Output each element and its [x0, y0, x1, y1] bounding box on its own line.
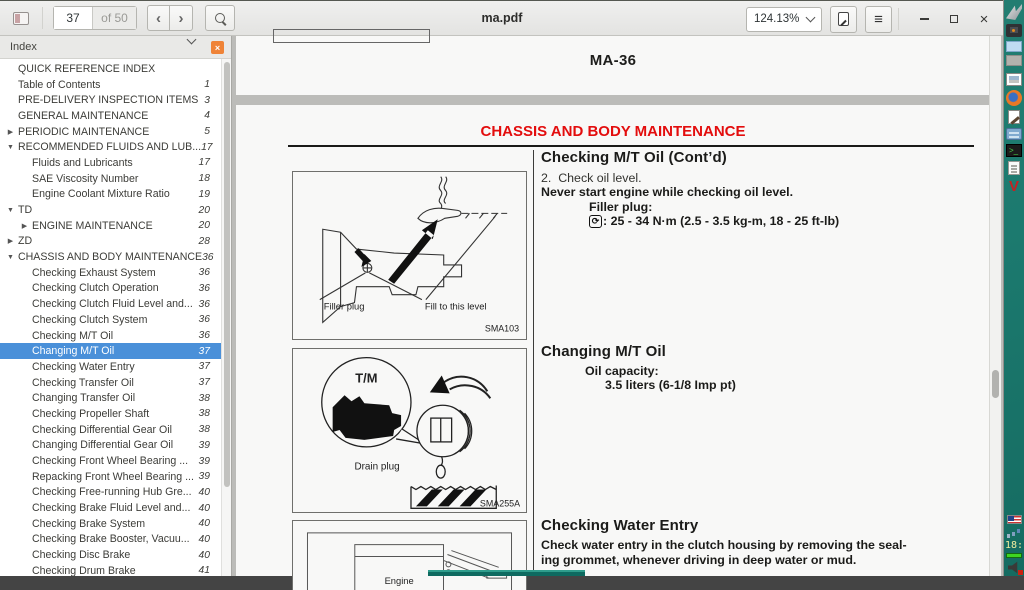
- body-text-line: ing grommet, whenever driving in deep water or mud.: [541, 553, 857, 567]
- close-icon: ×: [979, 10, 989, 28]
- sidebar-item-label: Checking Differential Gear Oil: [32, 423, 172, 436]
- sidebar-item[interactable]: [0, 139, 221, 155]
- sidebar-item-page: 28: [198, 235, 210, 247]
- sidebar-item[interactable]: [0, 453, 221, 469]
- chevron-left-icon: ‹: [156, 9, 161, 27]
- figure1-id: SMA103: [484, 323, 520, 334]
- sidebar-item[interactable]: [0, 265, 221, 281]
- sidebar-item[interactable]: [0, 312, 221, 328]
- torque-icon: ⟳: [589, 215, 602, 228]
- network-signal-icon: [1007, 528, 1021, 538]
- expander-icon[interactable]: ▶: [21, 222, 28, 230]
- spec-label: Filler plug:: [589, 200, 653, 214]
- search-button[interactable]: [205, 5, 235, 31]
- section-heading-changing-mt-oil: Changing M/T Oil: [541, 343, 666, 360]
- sidebar-item[interactable]: [0, 328, 221, 344]
- header-bar: [0, 0, 1003, 36]
- sidebar-item-label: CHASSIS AND BODY MAINTENANCE: [18, 251, 203, 264]
- sidebar-item-page: 20: [198, 204, 210, 216]
- minimize-icon: [920, 18, 929, 20]
- sidebar-item-page: 36: [202, 251, 214, 263]
- maximize-icon: [950, 15, 958, 23]
- sidebar-item-label: Changing Differential Gear Oil: [32, 439, 174, 452]
- expander-icon[interactable]: ▶: [7, 238, 14, 246]
- clock: 18:: [1004, 540, 1024, 551]
- hamburger-icon: ≡: [874, 10, 883, 28]
- sidebar-item-page: 36: [198, 298, 210, 310]
- sidebar-item-label: ENGINE MAINTENANCE: [32, 219, 153, 232]
- chevron-right-icon: ›: [178, 9, 184, 27]
- sidebar-item[interactable]: [0, 375, 221, 391]
- sidebar-item-page: 17: [198, 157, 210, 169]
- page-nav-buttons: [147, 5, 193, 31]
- sidebar-item-page: 39: [198, 439, 210, 451]
- sidebar-item-label: PERIODIC MAINTENANCE: [18, 125, 150, 138]
- sidebar-item-page: 18: [198, 173, 210, 185]
- sidebar-item[interactable]: [0, 92, 221, 108]
- sidebar-item[interactable]: [0, 532, 221, 548]
- sidebar-item[interactable]: [0, 359, 221, 375]
- sidebar-item[interactable]: [0, 77, 221, 93]
- sidebar-item-label: PRE-DELIVERY INSPECTION ITEMS: [18, 94, 199, 107]
- current-page: [236, 105, 990, 587]
- sidebar-scrollbar-thumb[interactable]: [224, 62, 230, 487]
- sidebar-item[interactable]: [0, 187, 221, 203]
- sidebar-item-label: Fluids and Lubricants: [32, 156, 133, 169]
- sidebar-item-page: 38: [198, 408, 210, 420]
- window-preview-icon[interactable]: [1006, 55, 1022, 66]
- sidebar-item-page: 38: [198, 424, 210, 436]
- sidebar-item-page: 36: [198, 267, 210, 279]
- sidebar-item[interactable]: [0, 438, 221, 454]
- mute-indicator: [1018, 570, 1023, 575]
- sidebar-item-page: 40: [198, 502, 210, 514]
- sidebar-toggle-button[interactable]: [6, 5, 36, 31]
- index-tree: [0, 59, 221, 576]
- sidebar-item-page: 40: [198, 533, 210, 545]
- keyboard-layout-flag-icon[interactable]: [1007, 515, 1022, 524]
- sidebar-item-page: 37: [198, 377, 210, 389]
- zoom-level-dropdown[interactable]: [746, 7, 822, 32]
- previous-page-button[interactable]: [147, 5, 170, 31]
- sidebar-item[interactable]: [0, 218, 221, 234]
- window-preview-icon[interactable]: [1006, 41, 1022, 52]
- sidebar-item-label: Checking Transfer Oil: [32, 376, 134, 389]
- sidebar-item-label: ZD: [18, 235, 33, 248]
- sidebar-item-page: 39: [198, 455, 210, 467]
- sidebar-item[interactable]: [0, 516, 221, 532]
- page-number-input[interactable]: [54, 7, 92, 29]
- sidebar-item-label: RECOMMENDED FLUIDS AND LUB...: [18, 141, 202, 154]
- oil-capacity-value: 3.5 liters (6-1/8 Imp pt): [605, 378, 736, 392]
- figure-filler-plug: [292, 171, 527, 340]
- sidebar-item-label: QUICK REFERENCE INDEX: [18, 62, 156, 75]
- title-rule: [288, 145, 974, 147]
- screen-lock-icon[interactable]: [1006, 24, 1022, 37]
- sidebar-item[interactable]: [0, 406, 221, 422]
- maximize-button[interactable]: [943, 6, 965, 33]
- figure2-label: Drain plug: [354, 461, 400, 473]
- sidebar-item[interactable]: [0, 124, 221, 140]
- sidebar-item-page: 36: [198, 282, 210, 294]
- step-text: 2. Check oil level.: [541, 171, 642, 185]
- v-launcher-icon[interactable]: V: [1008, 178, 1019, 195]
- sidebar-item-label: Checking Free-running Hub Gre...: [32, 486, 192, 499]
- page-total-label: of 50: [92, 7, 136, 29]
- toolbar-separator: [898, 8, 899, 30]
- sidebar-item-label: Changing Transfer Oil: [32, 392, 136, 405]
- sidebar-item-page: 36: [198, 330, 210, 342]
- sidebar-item-page: 36: [198, 314, 210, 326]
- sidebar-scrollbar[interactable]: [221, 59, 231, 576]
- figure1-label-left: Filler plug: [323, 300, 365, 312]
- sidebar-item-label: Checking Brake Booster, Vacuu...: [32, 533, 190, 546]
- sidebar-item[interactable]: [0, 155, 221, 171]
- sidebar-item-page: 4: [204, 110, 210, 122]
- menu-button[interactable]: [865, 6, 892, 33]
- sidebar-item[interactable]: [0, 202, 221, 218]
- next-page-button[interactable]: [170, 5, 193, 31]
- sidebar-item[interactable]: [0, 61, 221, 77]
- expander-icon[interactable]: ▼: [7, 253, 14, 261]
- sidebar-item-page: 19: [198, 188, 210, 200]
- sidebar-item-label: Table of Contents: [18, 78, 101, 91]
- toolbar-separator: [42, 7, 43, 29]
- body-text-line: Check water entry in the clutch housing by removing the seal-: [541, 538, 907, 552]
- document-scrollbar-thumb[interactable]: [992, 370, 999, 398]
- zoom-level-value: 124.13%: [754, 13, 800, 25]
- sidebar-item-label: Engine Coolant Mixture Ratio: [32, 188, 170, 201]
- previous-page-bottom: [236, 36, 990, 95]
- document-icon[interactable]: [1008, 161, 1020, 175]
- figure-engine-partial: [292, 520, 527, 590]
- chevron-down-icon: [806, 12, 816, 22]
- warning-text: Never start engine while checking oil level.: [541, 185, 794, 199]
- sidebar-item-page: 5: [204, 126, 210, 138]
- sidebar-item-label: Checking Propeller Shaft: [32, 407, 150, 420]
- terminal-icon[interactable]: >_: [1006, 144, 1022, 157]
- window-title: ma.pdf: [481, 11, 523, 25]
- sidebar-item[interactable]: [0, 485, 221, 501]
- sidebar-item-label: GENERAL MAINTENANCE: [18, 109, 149, 122]
- sidebar-item-page: 20: [198, 220, 210, 232]
- sidebar-item[interactable]: [0, 500, 221, 516]
- sidebar-item-label: Checking Disc Brake: [32, 549, 131, 562]
- page-footer-number: MA-36: [589, 52, 637, 69]
- address-book-icon[interactable]: [1006, 128, 1022, 140]
- sidebar-close-button[interactable]: [211, 41, 224, 54]
- cpu-load-indicator: [1006, 553, 1022, 558]
- sidebar-item-label: Repacking Front Wheel Bearing ...: [32, 470, 194, 483]
- sidebar-item[interactable]: [0, 422, 221, 438]
- sidebar-item[interactable]: [0, 108, 221, 124]
- sidebar-item-page: 41: [198, 565, 210, 577]
- sidebar-item-page: 3: [204, 94, 210, 106]
- app-logo-icon[interactable]: [1006, 4, 1022, 20]
- close-button[interactable]: [973, 6, 995, 33]
- sidebar-toggle-icon: [13, 12, 29, 25]
- minimize-button[interactable]: [913, 6, 935, 33]
- document-scrollbar[interactable]: [989, 36, 1001, 576]
- sidebar-item[interactable]: [0, 281, 221, 297]
- sidebar-item-label: Checking Exhaust System: [32, 266, 156, 279]
- sidebar-item-label: Changing M/T Oil: [32, 345, 115, 358]
- sidebar-item-page: 17: [201, 141, 213, 153]
- figure1-label-right: Fill to this level: [424, 300, 487, 312]
- page-number-control: [53, 6, 137, 30]
- sidebar-item-label: Checking Clutch Fluid Level and...: [32, 298, 193, 311]
- sidebar-item[interactable]: [0, 469, 221, 485]
- sidebar-header: [0, 36, 231, 59]
- sidebar-item-page: 37: [198, 361, 210, 373]
- sidebar-item-label: SAE Viscosity Number: [32, 172, 139, 185]
- sidebar-item[interactable]: [0, 249, 221, 265]
- oil-capacity-label: Oil capacity:: [585, 364, 659, 378]
- sidebar-item-page: 37: [198, 345, 210, 357]
- background-window-edge: [428, 570, 585, 576]
- sidebar-item[interactable]: [0, 547, 221, 563]
- search-icon: [214, 12, 227, 25]
- expander-icon[interactable]: ▼: [7, 143, 14, 151]
- section-heading-checking-mt-oil: Checking M/T Oil (Cont’d): [541, 149, 727, 166]
- desktop-launcher-strip: [1004, 0, 1024, 576]
- expander-icon[interactable]: ▼: [7, 206, 14, 214]
- sidebar-item-label: TD: [18, 204, 33, 217]
- firefox-icon[interactable]: [1006, 90, 1022, 106]
- figure2-bubble-label: T/M: [355, 370, 378, 386]
- sidebar-item-page: 38: [198, 392, 210, 404]
- section-heading-checking-water-entry: Checking Water Entry: [541, 517, 699, 534]
- close-icon: ×: [214, 42, 221, 53]
- expander-icon[interactable]: ▶: [7, 128, 14, 136]
- annotations-button[interactable]: [830, 6, 857, 33]
- annotation-icon: [838, 12, 849, 26]
- sidebar-item-page: 40: [198, 518, 210, 530]
- torque-spec-value: : 25 - 34 N·m (2.5 - 3.5 kg-m, 18 - 25 ft-lb): [603, 214, 840, 228]
- sidebar-item-label: Checking Brake System: [32, 517, 146, 530]
- sidebar-item-label: Checking M/T Oil: [32, 329, 114, 342]
- figure3-label: Engine: [384, 576, 414, 587]
- torque-spec-line: [589, 214, 839, 228]
- column-divider: [533, 150, 534, 576]
- sidebar-item-label: Checking Water Entry: [32, 360, 135, 373]
- sidebar-title: Index: [10, 41, 37, 53]
- image-viewer-icon[interactable]: [1006, 73, 1022, 86]
- figure-drain-plug: [292, 348, 527, 513]
- document-view: [233, 36, 1001, 587]
- sidebar-item-label: Checking Front Wheel Bearing ...: [32, 455, 189, 468]
- sidebar: [0, 36, 232, 576]
- sidebar-item-page: 40: [198, 486, 210, 498]
- sidebar-item-label: Checking Brake Fluid Level and...: [32, 502, 191, 515]
- sidebar-item-page: 1: [204, 79, 210, 91]
- chevron-down-icon[interactable]: [187, 35, 197, 45]
- text-editor-icon[interactable]: [1008, 110, 1020, 124]
- sidebar-item-page: 39: [198, 471, 210, 483]
- sidebar-item-label: Checking Clutch System: [32, 313, 148, 326]
- sidebar-item[interactable]: [0, 563, 221, 579]
- sidebar-item-label: Checking Clutch Operation: [32, 282, 159, 295]
- sidebar-item[interactable]: [0, 171, 221, 187]
- sidebar-item-page: 40: [198, 549, 210, 561]
- figure2-id: SMA255A: [479, 498, 521, 509]
- sidebar-item[interactable]: [0, 343, 221, 359]
- figure-frame-partial: [273, 29, 430, 43]
- sidebar-item[interactable]: [0, 234, 221, 250]
- sidebar-item[interactable]: [0, 390, 221, 406]
- system-tray: [1004, 515, 1024, 576]
- sidebar-item[interactable]: [0, 296, 221, 312]
- sidebar-item-label: Checking Drum Brake: [32, 564, 136, 577]
- chapter-title: CHASSIS AND BODY MAINTENANCE: [480, 123, 746, 140]
- header-right-controls: [746, 1, 995, 37]
